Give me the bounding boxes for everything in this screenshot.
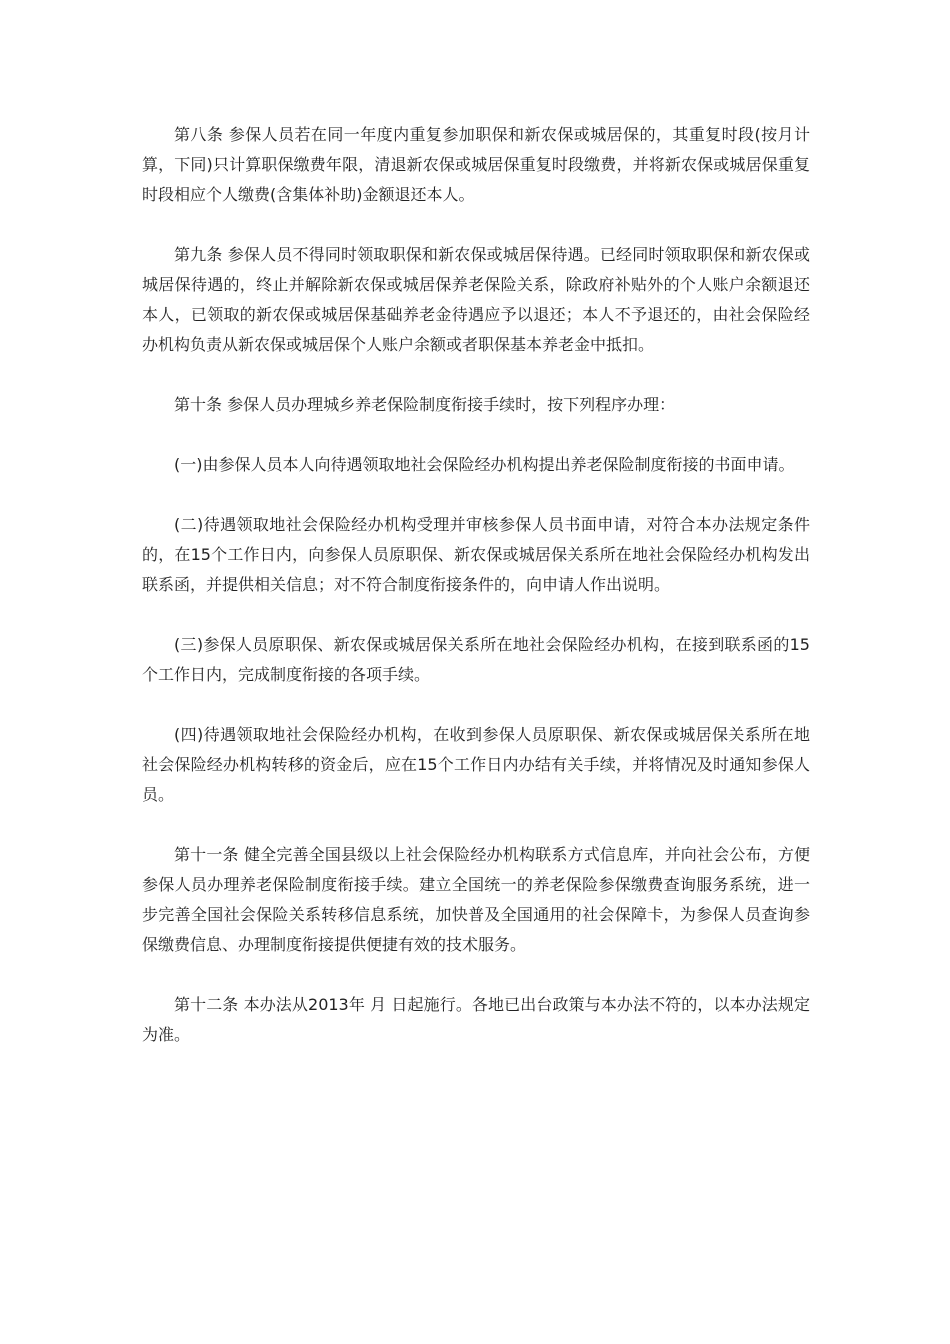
paragraph-procedure-3: (三)参保人员原职保、新农保或城居保关系所在地社会保险经办机构，在接到联系函的15个工作日内，完成制度衔接的各项手续。 [142,635,810,684]
paragraph-article-11: 第十一条 健全完善全国县级以上社会保险经办机构联系方式信息库，并向社会公布，方便参保人员办理养老保险制度衔接手续。建立全国统一的养老保险参保缴费查询服务系统，进一步完善全国社会保险关系转移信息系统，加快普及全国通用的社会保障卡，为参保人员查询参保缴费信息、办理制度衔接提供便捷有效的技术服务。 [142,845,810,954]
paragraph-procedure-1: (一)由参保人员本人向待遇领取地社会保险经办机构提出养老保险制度衔接的书面申请。 [174,455,795,474]
document-body [142,120,810,1080]
paragraph-procedure-4: (四)待遇领取地社会保险经办机构，在收到参保人员原职保、新农保或城居保关系所在地社会保险经办机构转移的资金后，应在15个工作日内办结有关手续，并将情况及时通知参保人员。 [142,725,810,804]
paragraph-article-12: 第十二条 本办法从2013年 月 日起施行。各地已出台政策与本办法不符的，以本办法规定为准。 [142,995,810,1044]
paragraph-article-9: 第九条 参保人员不得同时领取职保和新农保或城居保待遇。已经同时领取职保和新农保或城居保待遇的，终止并解除新农保或城居保养老保险关系，除政府补贴外的个人账户余额退还本人，已领取的新农保或城居保基础养老金待遇应予以退还；本人不予退还的，由社会保险经办机构负责从新农保或城居保个人账户余额或者职保基本养老金中抵扣。 [142,245,810,354]
paragraph-procedure-2: (二)待遇领取地社会保险经办机构受理并审核参保人员书面申请，对符合本办法规定条件的，在15个工作日内，向参保人员原职保、新农保或城居保关系所在地社会保险经办机构发出联系函，并提供相关信息；对不符合制度衔接条件的，向申请人作出说明。 [142,515,810,594]
paragraph-article-8: 第八条 参保人员若在同一年度内重复参加职保和新农保或城居保的，其重复时段(按月计算，下同)只计算职保缴费年限，清退新农保或城居保重复时段缴费，并将新农保或城居保重复时段相应个人缴费(含集体补助)金额退还本人。 [142,125,810,204]
paragraph-article-10: 第十条 参保人员办理城乡养老保险制度衔接手续时，按下列程序办理： [174,395,676,414]
